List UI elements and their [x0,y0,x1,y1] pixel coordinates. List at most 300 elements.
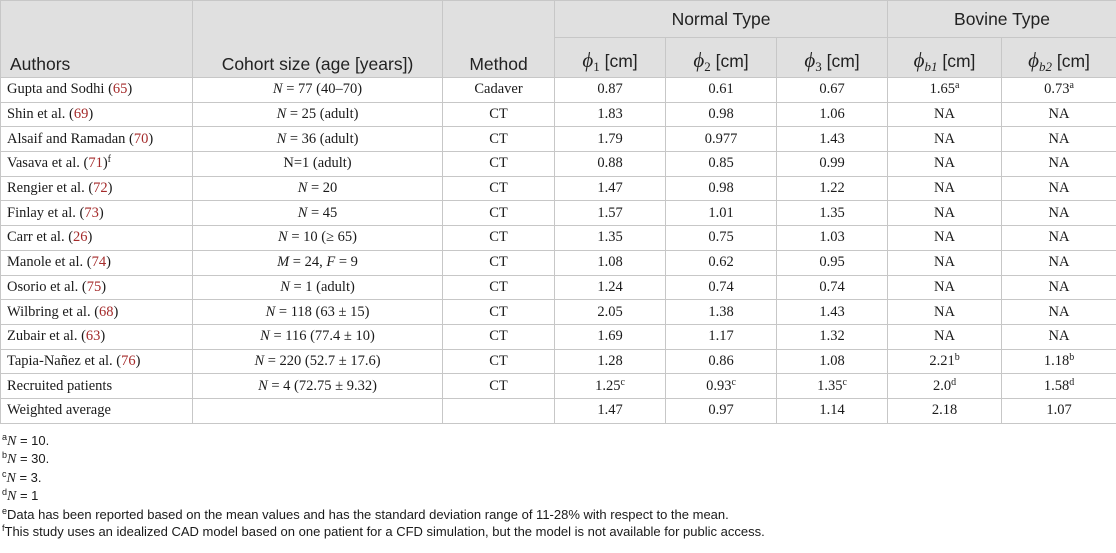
method-value: CT [489,229,508,246]
numeric-value: 1.38 [708,303,734,320]
method-value: CT [489,278,508,295]
footnote-mark: d [1069,376,1075,388]
cell-phib1 [888,398,1002,423]
cell-author [1,176,193,201]
table-row [1,374,1116,399]
numeric-value: 1.69 [597,328,623,345]
numeric-value: 0.85 [708,155,734,172]
cell-phi3 [777,349,888,374]
cell-cohort [193,250,443,275]
numeric-value: 0.98 [708,180,734,197]
footnote [2,487,765,505]
numeric-value: 0.75 [708,229,734,246]
footnote-mark: f [2,523,5,534]
cohort-variable: N [276,106,287,123]
cohort-variable: F [326,254,336,271]
header-phi1: $\phi_1$ [cm] [555,38,666,78]
cohort-value: = 1 (adult) [289,278,355,295]
cohort-variable: N [280,278,290,295]
numeric-value: 1.35 [817,377,843,394]
cell-phib2 [1002,349,1116,374]
header-normal-type: Normal Type [555,1,888,38]
numeric-value: NA [934,328,955,345]
numeric-value: 1.25 [595,377,621,394]
numeric-value: 0.74 [708,278,734,295]
numeric-value: 0.977 [704,130,738,147]
cell-phib2 [1002,324,1116,349]
footnote [2,469,765,487]
footnote-text: = 10. [16,433,50,448]
cell-phi2 [666,102,777,127]
numeric-value: NA [1048,254,1070,271]
cohort-value: = 45 [307,204,338,221]
header-phib2: $\phi_{b2}$ [cm] [1002,38,1116,78]
footnote-variable: N [7,434,17,449]
numeric-value: 1.24 [597,278,623,295]
cohort-variable: N [272,81,283,98]
footnote [2,450,765,468]
author-paren: ) [98,204,104,221]
cell-phib2 [1002,250,1116,275]
method-value: CT [489,155,508,172]
cohort-value: = 25 (adult) [286,106,359,123]
footnote-text: = 3. [15,469,42,485]
cohort-variable: N [265,303,276,320]
method-value: CT [489,204,508,221]
cell-cohort [193,78,443,103]
author-name: Wilbring et al. ( [7,303,100,320]
footnote-text: This study uses an idealized CAD model based on one patient for a CFD simulation, but the model is not available for public access. [4,524,765,540]
header-phi2: $\phi_2$ [cm] [666,38,777,78]
numeric-value: 2.05 [597,303,623,320]
numeric-value: 1.08 [819,352,845,369]
cohort-value: = 116 (77.4 ± 10) [269,328,375,345]
cell-phib2 [1002,226,1116,251]
cell-phib2 [1002,398,1116,423]
cell-phi1 [555,102,666,127]
author-name: Alsaif and Ramadan ( [7,130,134,147]
cell-phib2 [1002,176,1116,201]
cell-author [1,201,193,226]
numeric-value: 1.07 [1046,402,1072,419]
table-row [1,152,1116,177]
cell-author [1,102,193,127]
header-phi3: $\phi_3$ [cm] [777,38,888,78]
cell-cohort [193,176,443,201]
footnote-mark: c [731,376,736,388]
header-cohort: Cohort size (age [years]) [193,1,443,78]
numeric-value: 1.35 [819,204,845,221]
cell-method [443,102,555,127]
cell-method [443,349,555,374]
numeric-value: 0.97 [708,402,734,419]
cell-phi3 [777,152,888,177]
method-value: CT [489,352,508,369]
numeric-value: NA [1048,278,1070,295]
cell-phi2 [666,374,777,399]
method-value: CT [489,328,508,345]
numeric-value: NA [934,180,955,197]
numeric-value: 0.73 [1044,81,1070,98]
numeric-value: NA [934,303,955,320]
cell-cohort [193,398,443,423]
footnotes [2,432,765,540]
numeric-value: 0.93 [706,377,732,394]
method-value: CT [489,377,508,394]
numeric-value: 0.86 [708,352,734,369]
table-row [1,127,1116,152]
cell-method [443,176,555,201]
footnote [2,432,765,450]
cell-phib1 [888,300,1002,325]
numeric-value: 1.32 [819,328,845,345]
footnote-mark: d [2,487,8,498]
cell-phi2 [666,300,777,325]
reference-link[interactable]: 73 [84,204,99,221]
reference-link[interactable]: 74 [91,254,107,271]
author-paren: ) [100,328,106,345]
table-row [1,300,1116,325]
footnote-text: = 30. [16,451,50,467]
numeric-value: NA [934,254,955,271]
table-row [1,250,1116,275]
numeric-value: NA [934,278,955,295]
author-name: Zubair et al. ( [7,328,86,345]
numeric-value: 0.67 [819,81,845,98]
cell-method [443,300,555,325]
cohort-variable: N [297,204,308,221]
footnote-mark: e [2,505,8,516]
footnote-variable: N [7,489,17,505]
cell-author [1,127,193,152]
table-row [1,349,1116,374]
reference-link[interactable]: 65 [112,81,128,98]
cell-phib2 [1002,152,1116,177]
cell-phi2 [666,324,777,349]
cell-phi3 [777,300,888,325]
author-name: Finlay et al. ( [7,204,85,221]
cohort-variable: N [297,180,308,197]
numeric-value: NA [934,130,955,147]
table-row [1,78,1116,103]
cell-phi3 [777,201,888,226]
cell-method [443,374,555,399]
author-paren: ) [106,254,111,271]
numeric-value: 0.74 [819,278,845,295]
cell-method [443,324,555,349]
numeric-value: 1.35 [597,229,623,246]
cell-phi2 [666,275,777,300]
reference-link[interactable]: 72 [93,180,108,197]
cell-phib1 [888,176,1002,201]
cell-phi3 [777,374,888,399]
numeric-value: 0.61 [708,81,734,98]
cell-phi3 [777,176,888,201]
numeric-value: 0.95 [819,254,845,271]
numeric-value: 2.21 [929,352,955,369]
numeric-value: 1.08 [597,254,623,271]
numeric-value: 1.79 [597,130,623,147]
numeric-value: NA [1048,303,1070,320]
cell-phi1 [555,176,666,201]
cell-cohort [193,152,443,177]
cell-phib1 [888,102,1002,127]
cell-phi2 [666,398,777,423]
author-name: Vasava et al. ( [7,155,89,172]
numeric-value: NA [1048,155,1070,172]
cohort-variable: N [278,229,288,246]
cell-author [1,275,193,300]
footnote [2,523,765,540]
cell-author [1,324,193,349]
cell-author [1,78,193,103]
numeric-value: 1.22 [819,180,845,197]
cell-phi2 [666,127,777,152]
table-row [1,275,1116,300]
method-value: Cadaver [474,81,523,98]
footnote-text: Data has been reported based on the mean values and has the standard deviation range of 11-28% with respect to the mean. [7,506,729,522]
numeric-value: 2.0 [932,377,952,394]
cell-phi2 [666,250,777,275]
cell-cohort [193,300,443,325]
cell-phib1 [888,127,1002,152]
cell-phi2 [666,152,777,177]
cell-phib1 [888,324,1002,349]
numeric-value: 1.03 [819,229,845,246]
author-paren: ) [107,180,113,197]
cell-phi3 [777,324,888,349]
cell-phi1 [555,127,666,152]
footnote-mark: a [1069,80,1074,92]
cell-author [1,250,193,275]
cell-phi1 [555,349,666,374]
footnote-variable: N [6,470,16,486]
cell-phi1 [555,201,666,226]
footnote-variable: N [7,452,17,468]
numeric-value: NA [1048,204,1070,221]
numeric-value: 1.17 [708,328,734,345]
cohort-variable: N [254,352,265,369]
cell-phib2 [1002,374,1116,399]
cell-phib1 [888,226,1002,251]
cell-cohort [193,226,443,251]
cell-author [1,398,193,423]
footnote-mark: b [1069,351,1075,363]
cell-phib2 [1002,201,1116,226]
numeric-value: NA [1048,130,1070,147]
cell-phib1 [888,349,1002,374]
cell-phi1 [555,226,666,251]
cohort-variable: N [276,130,287,147]
cell-phi1 [555,152,666,177]
footnote-text: = 1 [16,488,39,504]
cohort-value: = 220 (52.7 ± 17.6) [264,352,381,369]
cell-author [1,300,193,325]
cell-phi3 [777,102,888,127]
cell-phib2 [1002,300,1116,325]
author-paren: ) [88,106,94,123]
author-name: Recruited patients [7,377,113,394]
table-row [1,398,1116,423]
numeric-value: NA [1048,180,1070,197]
cohort-value: = 118 (63 ± 15) [275,303,370,320]
numeric-value: NA [1048,328,1070,345]
table-row [1,226,1116,251]
numeric-value: 0.98 [708,106,734,123]
numeric-value: 1.47 [597,402,623,419]
cell-phib1 [888,201,1002,226]
reference-link[interactable]: 76 [121,352,136,369]
cell-phi1 [555,324,666,349]
numeric-value: 1.43 [819,130,845,147]
cell-method [443,152,555,177]
cell-cohort [193,275,443,300]
cell-phi1 [555,300,666,325]
cell-phi2 [666,226,777,251]
reference-link[interactable]: 69 [73,106,89,123]
cell-phib1 [888,78,1002,103]
cohort-value: = 10 (≥ 65) [287,229,357,246]
numeric-value: 1.57 [597,204,623,221]
footnote-mark: a [2,432,8,442]
cell-phi3 [777,127,888,152]
method-value: CT [489,254,508,271]
reference-link[interactable]: 63 [85,328,101,345]
cell-phi2 [666,201,777,226]
method-value: CT [489,303,508,320]
cell-phi3 [777,250,888,275]
numeric-value: 1.06 [819,106,845,123]
footnote-mark: c [620,376,625,388]
author-paren: ) [135,352,141,369]
cell-phi3 [777,226,888,251]
method-value: CT [489,106,508,123]
author-name: Manole et al. ( [7,254,92,271]
numeric-value: 0.62 [708,254,734,271]
header-bovine-type: Bovine Type [888,1,1116,38]
author-paren: ) [148,130,154,147]
numeric-value: 1.58 [1043,377,1070,394]
cell-phib2 [1002,127,1116,152]
method-value: CT [489,130,508,147]
cell-phib1 [888,374,1002,399]
cell-method [443,127,555,152]
author-name: Carr et al. ( [7,229,74,246]
cell-author [1,374,193,399]
numeric-value: NA [934,204,955,221]
cell-phi3 [777,398,888,423]
footnote-mark: d [951,376,957,388]
cell-author [1,152,193,177]
numeric-value: 1.28 [597,352,623,369]
numeric-value: 1.65 [929,81,955,98]
header-authors: Authors [1,1,193,78]
cohort-value: = 20 [307,180,338,197]
cohort-text: N=1 (adult) [283,155,352,172]
cell-method [443,250,555,275]
numeric-value: NA [934,106,955,123]
cell-phi2 [666,349,777,374]
cohort-value: = 36 (adult) [286,130,359,147]
cohort-variable: M [277,254,290,271]
author-paren: ) [127,81,133,98]
footnote-mark: c [2,468,7,479]
cell-phi1 [555,78,666,103]
reference-link[interactable]: 26 [73,229,88,246]
header-method: Method [443,1,555,78]
cell-phi3 [777,275,888,300]
numeric-value: 0.87 [597,81,623,98]
cell-phib1 [888,250,1002,275]
numeric-value: NA [1048,106,1070,123]
cell-phi2 [666,176,777,201]
table-row [1,176,1116,201]
footnote-mark: f [107,154,112,166]
author-paren: ) [101,278,107,295]
cohort-value: = 77 (40–70) [282,81,363,98]
cell-method [443,78,555,103]
footnote [2,506,765,523]
author-name: Gupta and Sodhi ( [7,81,113,98]
cell-author [1,226,193,251]
author-name: Osorio et al. ( [7,278,87,295]
header-phib1: $\phi_{b1}$ [cm] [888,38,1002,78]
cohort-variable: N [258,377,268,394]
cell-method [443,201,555,226]
reference-link[interactable]: 71 [88,155,103,172]
cell-cohort [193,102,443,127]
footnote-mark: c [842,376,847,388]
cell-phi1 [555,275,666,300]
author-name: Rengier et al. ( [7,180,94,197]
cell-phib1 [888,152,1002,177]
cell-author [1,349,193,374]
reference-link[interactable]: 68 [99,303,114,320]
table-row [1,102,1116,127]
author-name: Weighted average [7,402,111,419]
cell-phi1 [555,398,666,423]
footnote-mark: b [954,351,960,363]
cohort-value: = 4 (72.75 ± 9.32) [267,377,377,394]
footnote-mark: a [954,80,960,92]
author-name: Tapia-Nañez et al. ( [7,352,122,369]
cell-method [443,398,555,423]
numeric-value: 1.18 [1043,352,1070,369]
cell-phi1 [555,250,666,275]
cell-phib2 [1002,275,1116,300]
table-row [1,201,1116,226]
numeric-value: 1.01 [708,204,734,221]
footnote-mark: b [2,450,8,461]
table-row [1,324,1116,349]
cell-phib1 [888,275,1002,300]
cell-phi1 [555,374,666,399]
cell-phib2 [1002,102,1116,127]
numeric-value: 1.83 [597,106,623,123]
numeric-value: 2.18 [931,402,958,419]
cohort-value: = 24, [289,254,327,271]
numeric-value: 1.47 [597,180,623,197]
author-paren: ) [87,229,93,246]
numeric-value: NA [934,155,955,172]
cell-cohort [193,127,443,152]
numeric-value: NA [1048,229,1070,246]
cell-cohort [193,324,443,349]
reference-link[interactable]: 75 [86,278,102,295]
numeric-value: NA [934,229,955,246]
numeric-value: 1.43 [819,303,845,320]
reference-link[interactable]: 70 [133,130,149,147]
